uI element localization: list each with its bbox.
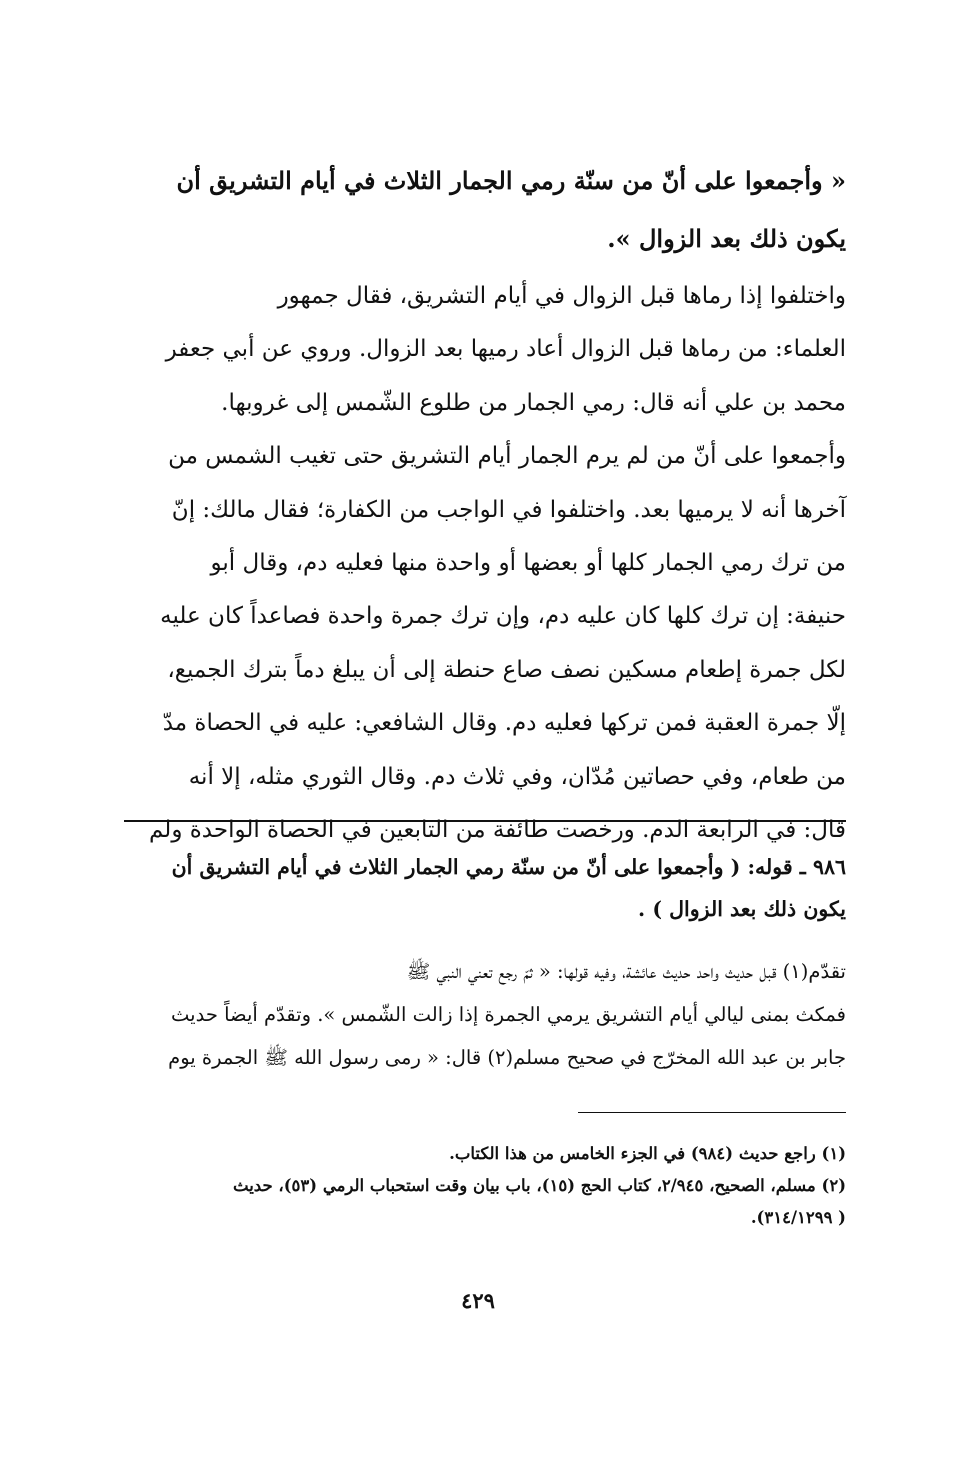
main-quote — [124, 152, 846, 268]
body-line: العلماء: من رماها قبل الزوال أعاد رميها بعد الزوال. وروي عن أبي جعفر — [165, 336, 846, 363]
commentary-heading-line: يكون ذلك بعد الزوال ) . — [638, 897, 846, 921]
commentary-heading-line: ٩٨٦ ـ قوله: ( وأجمعوا على أنّ من سنّة رمي الجمار الثلاث في أيام التشريق أن — [171, 855, 846, 879]
footnotes — [124, 1138, 846, 1234]
footnote-divider — [578, 1112, 846, 1113]
commentary-line: تقدّم(١) قبل حديث واحد حديث عائشة، وفيه قولها: « ثمّ رجع تعني النبي ﷺ — [406, 960, 846, 983]
commentary-text — [124, 950, 846, 1079]
body-text — [124, 270, 846, 857]
body-line: واختلفوا إذا رماها قبل الزوال في أيام التشريق، فقال جمهور — [277, 283, 846, 309]
body-line: قال: في الرابعة الدم. ورخصت طائفة من التابعين في الحصاة الواحدة ولم — [149, 817, 846, 844]
body-line: من طعام، وفي حصاتين مُدّان، وفي ثلاث دم. وقال الثوري مثله، إلا أنه — [188, 763, 846, 790]
body-line: من ترك رمي الجمار كلها أو بعضها أو واحدة منها فعليه دم، وقال أبو — [210, 550, 846, 577]
footnote-line: ( ٣١٤/١٢٩٩). — [750, 1208, 846, 1227]
body-line: حنيفة: إن ترك كلها كان عليه دم، وإن ترك جمرة واحدة فصاعداً كان عليه — [160, 603, 846, 630]
footnote-line: (١) راجع حديث (٩٨٤) في الجزء الخامس من هذا الكتاب. — [449, 1144, 846, 1163]
section-divider — [124, 820, 846, 822]
footnote-line: (٢) مسلم، الصحيح، ٢/٩٤٥، كتاب الحج (١٥)، باب بيان وقت استحباب الرمي (٥٣)، حديث — [233, 1176, 846, 1195]
body-line: إلّا جمرة العقبة فمن تركها فعليه دم. وقال الشافعي: عليه في الحصاة مدّ — [162, 710, 846, 737]
page-number: ٤٢٩ — [461, 1288, 495, 1313]
body-line: وأجمعوا على أنّ من لم يرم الجمار أيام التشريق حتى تغيب الشمس من — [168, 443, 846, 470]
main-quote-line: « وأجمعوا على أنّ من سنّة رمي الجمار الثلاث في أيام التشريق أن — [176, 166, 846, 195]
main-quote-line: يكون ذلك بعد الزوال ». — [607, 224, 846, 253]
body-line: لكل جمرة إطعام مسكين نصف صاع حنطة إلى أن يبلغ دماً بترك الجميع، — [167, 656, 846, 683]
commentary-heading — [124, 846, 846, 930]
commentary-line: فمكث بمنى ليالي أيام التشريق يرمي الجمرة إذا زالت الشّمس ». وتقدّم أيضاً حديث — [171, 1003, 846, 1026]
body-line: آخرها أنه لا يرميها بعد. واختلفوا في الواجب من الكفارة؛ فقال مالك: إنّ — [171, 496, 846, 523]
body-line: محمد بن علي أنه قال: رمي الجمار من طلوع الشّمس إلى غروبها. — [221, 389, 846, 416]
commentary-line: جابر بن عبد الله المخرّج في صحيح مسلم(٢) قال: « رمى رسول الله ﷺ الجمرة يوم — [168, 1046, 846, 1069]
